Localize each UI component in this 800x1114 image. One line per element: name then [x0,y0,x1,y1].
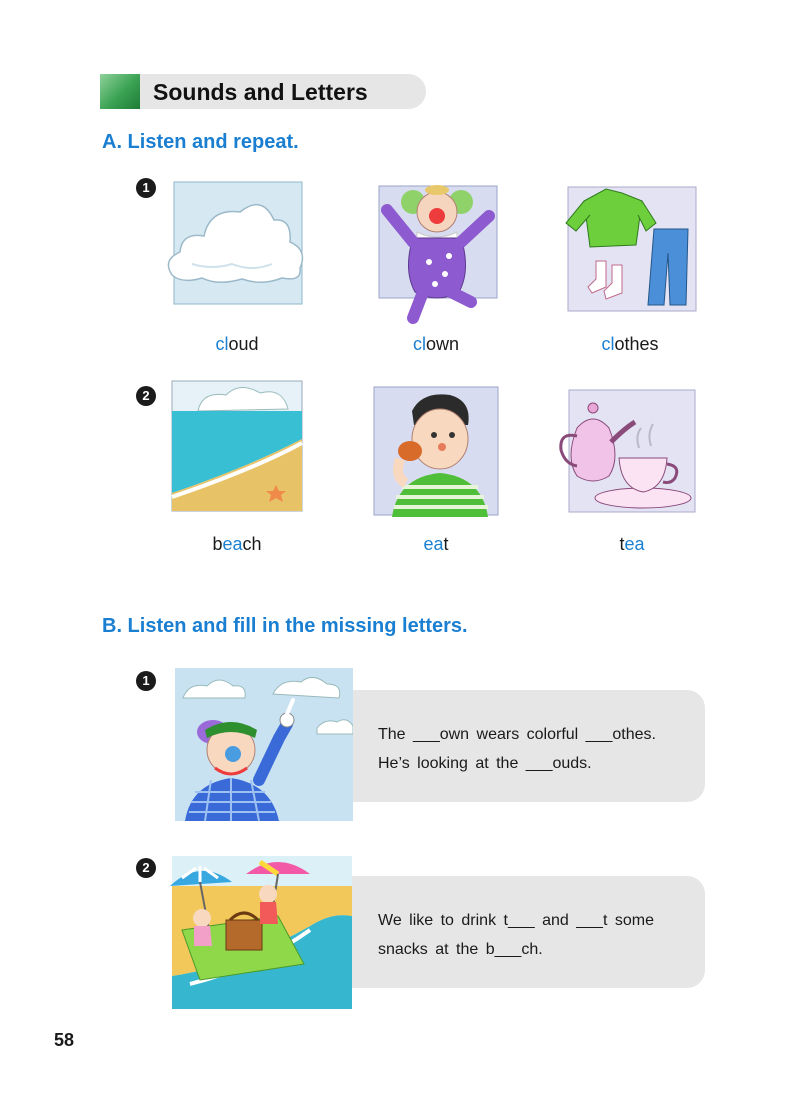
word-tea: tea [619,534,645,554]
exercise-2-badge: 2 [136,858,156,878]
exercise-1-badge: 1 [136,671,156,691]
banner-green-square [100,74,140,109]
clown-pointing-picture [175,668,353,821]
word-eat: eat [423,534,449,554]
page-number: 58 [54,1030,75,1050]
word-clown: clown [412,334,460,354]
section-b-heading: B. Listen and fill in the missing letters. [102,615,468,637]
exercise-2-sentence [378,906,688,964]
word-beach: beach [212,534,262,554]
clothes-picture [562,183,700,315]
exercise-1-line-1: The ___own wears colorful ___othes. [378,726,656,743]
word-clothes: clothes [601,334,659,354]
row-2-badge: 2 [136,386,156,406]
word-cloud: cloud [215,334,259,354]
picnic-beach-picture [160,856,355,1009]
exercise-1-line-2: He’s looking at the ___ouds. [378,755,592,772]
beach-picture [168,377,306,515]
section-title: Sounds and Letters [153,79,368,105]
row-1-badge: 1 [136,178,156,198]
cloud-picture [162,180,307,315]
exercise-2-line-1: We like to drink t___ and ___t some [378,912,654,929]
teapot-picture [555,388,700,516]
exercise-1-sentence [378,720,688,778]
clown-picture [373,180,503,325]
exercise-2-line-2: snacks at the b___ch. [378,941,543,958]
boy-eating-picture [372,385,500,517]
section-a-heading: A. Listen and repeat. [102,131,299,153]
